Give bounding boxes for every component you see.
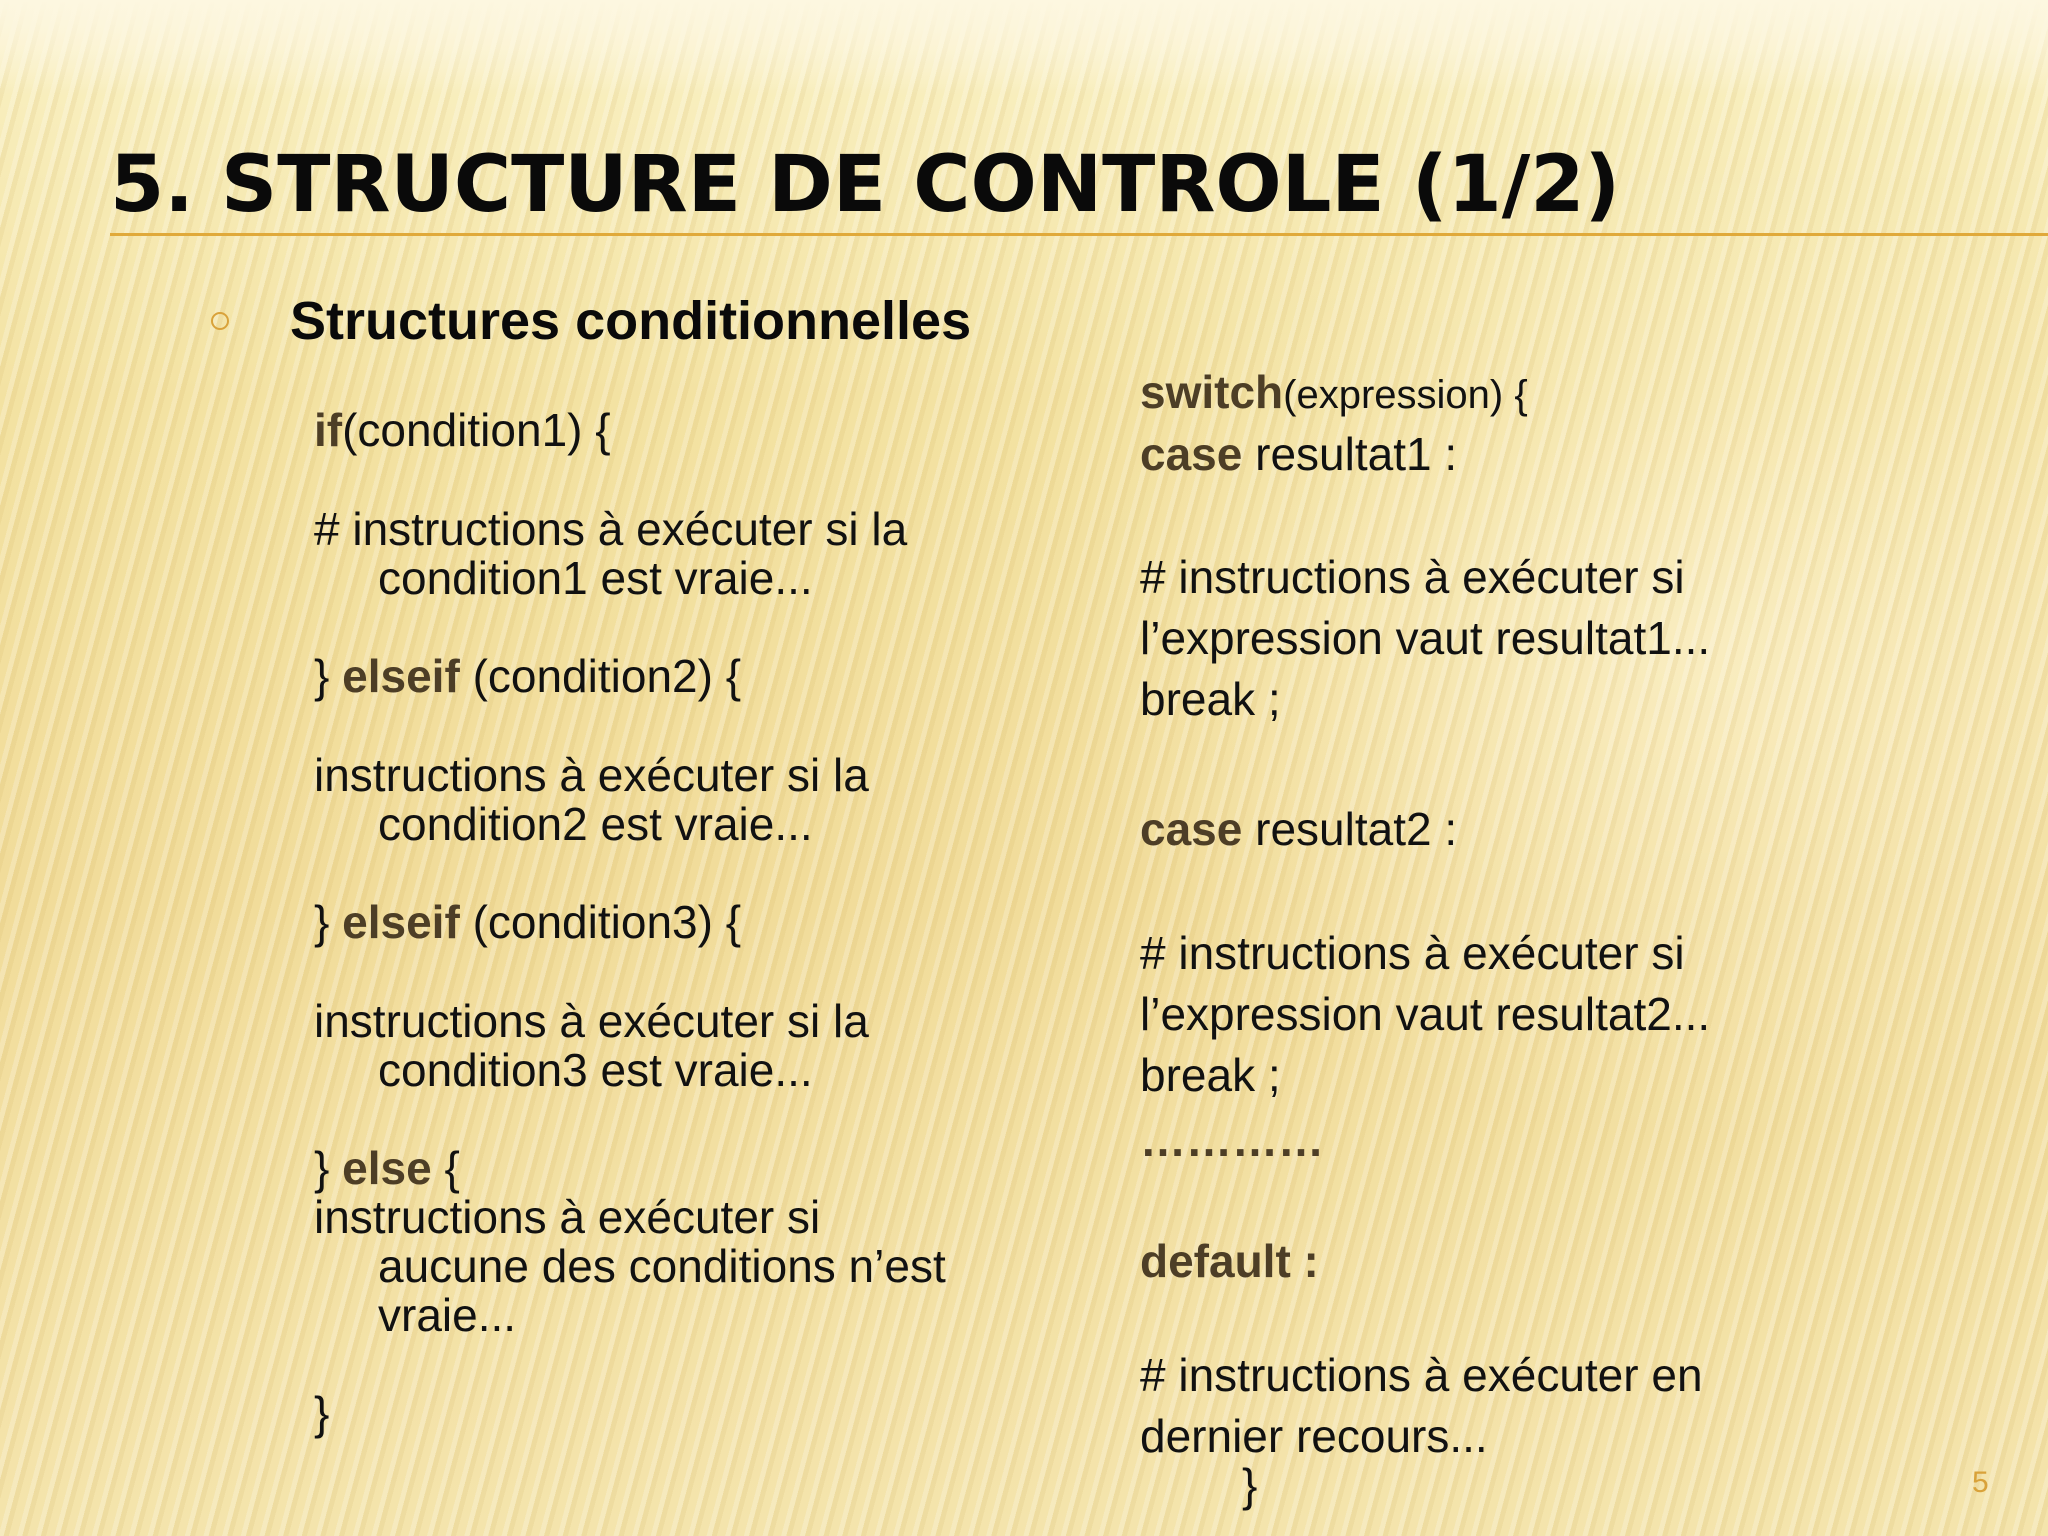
default-keyword: default : [1140, 1235, 1319, 1287]
top-band [0, 0, 2048, 95]
closing-brace: } [314, 896, 343, 948]
slide-title: 5. STRUCTURE DE CONTROLE (1/2) [110, 140, 1621, 230]
comment-line: # instructions à exécuter si la [314, 503, 908, 555]
else-brace: { [431, 1142, 460, 1194]
instruction-line: instructions à exécuter si la [314, 749, 869, 801]
case-keyword: case [1140, 803, 1243, 855]
break-line: break ; [1140, 1049, 1281, 1101]
case-value: resultat2 : [1242, 803, 1458, 855]
break-line: break ; [1140, 673, 1281, 725]
case-line [1140, 805, 1457, 854]
instruction-line: condition2 est vraie... [378, 798, 813, 850]
instruction-line: instructions à exécuter si [314, 1191, 821, 1243]
circle-bullet-icon [211, 312, 229, 330]
comment-line: l’expression vaut resultat1... [1140, 612, 1711, 664]
closing-brace: } [314, 1387, 330, 1439]
elseif-condition: (condition2) { [459, 650, 742, 702]
if-keyword: if [314, 404, 343, 456]
comment-line: condition1 est vraie... [378, 552, 813, 604]
elseif-keyword: elseif [342, 650, 460, 702]
case-value: resultat1 : [1242, 428, 1458, 480]
else-line [314, 1144, 460, 1193]
case-keyword: case [1140, 428, 1243, 480]
elseif-keyword: elseif [342, 896, 460, 948]
closing-brace: } [314, 650, 343, 702]
instruction-line: vraie... [378, 1289, 517, 1341]
elseif-line [314, 898, 741, 947]
if-line [314, 406, 611, 455]
page-number: 5 [1972, 1466, 1989, 1499]
comment-line: # instructions à exécuter si [1140, 927, 1685, 979]
comment-line: l’expression vaut resultat2... [1140, 988, 1711, 1040]
closing-brace: } [1242, 1459, 1258, 1511]
switch-expression: (expression) { [1283, 373, 1528, 417]
instruction-line: aucune des conditions n’est [378, 1240, 946, 1292]
case-line [1140, 430, 1457, 479]
closing-brace: } [314, 1142, 343, 1194]
comment-line: # instructions à exécuter en [1140, 1349, 1703, 1401]
switch-line [1140, 368, 1528, 420]
comment-line: # instructions à exécuter si [1140, 551, 1685, 603]
comment-line: dernier recours... [1140, 1410, 1488, 1462]
switch-keyword: switch [1140, 366, 1284, 418]
if-condition: (condition1) { [342, 404, 611, 456]
ellipsis: ………… [1140, 1114, 1324, 1166]
elseif-condition: (condition3) { [459, 896, 742, 948]
instruction-line: condition3 est vraie... [378, 1044, 813, 1096]
else-keyword: else [342, 1142, 432, 1194]
section-heading: Structures conditionnelles [290, 291, 972, 351]
instruction-line: instructions à exécuter si la [314, 995, 869, 1047]
elseif-line [314, 652, 741, 701]
title-divider [110, 233, 2048, 236]
